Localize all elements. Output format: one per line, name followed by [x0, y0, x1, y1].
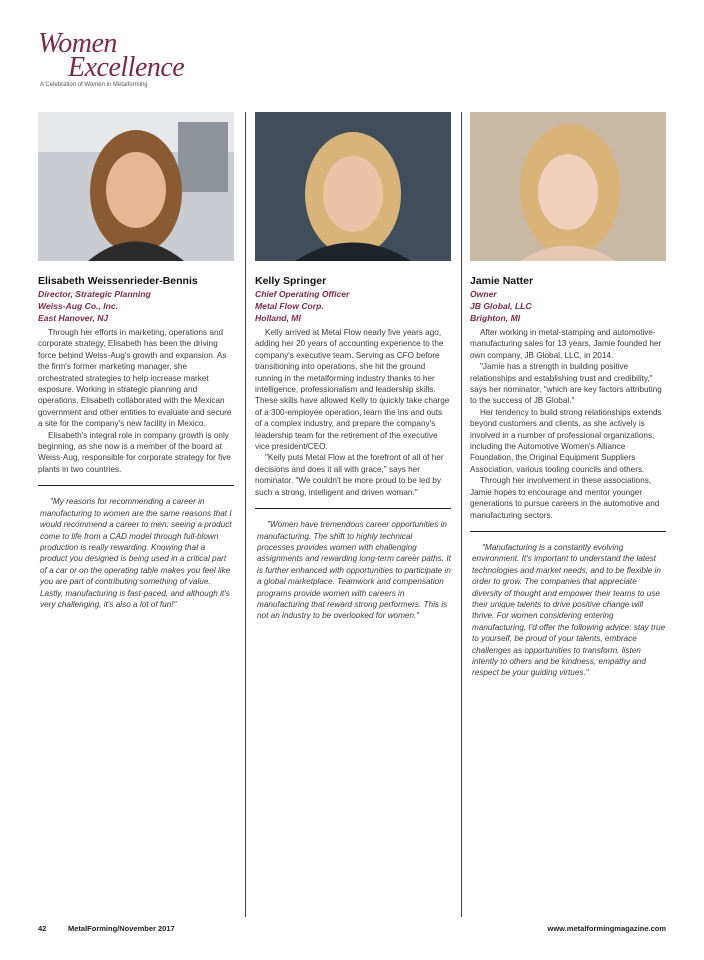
quote-rule	[38, 485, 234, 486]
quote-rule	[470, 531, 666, 532]
profile-quote: "Women have tremendous career opportunities in manufacturing. The shift to highly technical processes provides women with challenging assignments and rewarding long-term career paths. It is further enhanced with opportunities to participate in a global marketplace. Teamwork and compensation programs provide women with careers in manufacturing that reward strong performers. This is not an industry to be overlooked for women."	[257, 520, 451, 621]
portrait-photo	[255, 112, 451, 261]
profile-name: Kelly Springer	[255, 275, 327, 287]
logo-word-excellence: Excellence	[68, 52, 185, 83]
body-paragraph: Through her efforts in marketing, operations and corporate strategy, Elisabeth has been the driving force behind Weiss-Aug's growth and expansion. As the firm's former marketing manager, she orchestrated strategies to help increase market exposure. Working in strategic planning and operations, Elisabeth collaborated with the Mexican government and other entities to evaluate and secure a site for the company's new facility in Mexico.	[38, 328, 232, 429]
profile-title: Chief Operating Officer	[255, 289, 350, 299]
quote-rule	[255, 508, 451, 509]
profile-column-1	[38, 112, 234, 610]
profile-quote: "Manufacturing is a constantly evolving environment. It's important to understand the latest technologies and market needs, and to be flexible in order to grow. The companies that appreciate diversity of thought and empower their teams to use their unique talents to drive positive change will thrive. For women considering entering manufacturing, I'd offer the following advice: stay true to yourself, be proud of your talents, embrace challenges as opportunities to transform, listen intently to others and be kindness, empathy and respect be your guiding virtues."	[472, 542, 666, 678]
profile-title: Owner	[470, 289, 497, 299]
profile-column-3	[470, 112, 666, 679]
profile-body	[38, 327, 234, 475]
profile-title: Director, Strategic Planning	[38, 289, 151, 299]
profile-location: East Hanover, NJ	[38, 313, 109, 323]
logo-subtitle: A Celebration of Women in Metalforming	[40, 82, 148, 88]
column-divider	[461, 112, 462, 917]
body-paragraph: Her tendency to build strong relationships extends beyond customers and clients, as she actively is involved in a number of professional organizations, including the Automotive Women's Alliance Foundation, the Original Equipment Suppliers Association, various tooling councils and others.	[470, 407, 662, 474]
body-paragraph: "Jamie has a strength in building positive relationships and establishing trust and credibility," says her nominator, "which are key factors attributing to the success of JB Global."	[470, 362, 662, 406]
profile-body	[255, 327, 451, 498]
website-url: www.metalformingmagazine.com	[547, 924, 666, 933]
profile-company: Metal Flow Corp.	[255, 301, 324, 311]
publication-issue: MetalForming/November 2017	[68, 924, 175, 933]
body-paragraph: After working in metal-stamping and automotive-manufacturing sales for 13 years, Jamie founded her own company, JB Global, LLC, in 2014.	[470, 328, 662, 360]
profile-location: Holland, MI	[255, 313, 301, 323]
profile-name: Jamie Natter	[470, 275, 534, 287]
profile-body	[470, 327, 666, 521]
profile-company: JB Global, LLC	[470, 301, 532, 311]
page-number: 42	[38, 924, 47, 933]
column-divider	[245, 112, 246, 917]
women-of-excellence-logo	[38, 28, 185, 94]
body-paragraph: Elisabeth's integral role in company growth is only beginning, as she now is a member of the board at Weiss-Aug, responsible for corporate strategy for five plants in two countries.	[38, 430, 231, 474]
profile-quote: "My reasons for recommending a career in manufacturing to women are the same reasons that I would recommend a career to men: seeing a product come to life from a CAD model through full-blown production is really rewarding. Knowing that a product you designed is being used in a critical part of a car or on the operating table makes you feel like you are part of contributing something of value. Lastly, manufacturing is fast-paced, and although it's very challenging, it's also a lot of fun!"	[40, 497, 232, 609]
profile-name: Elisabeth Weissenrieder-Bennis	[38, 275, 198, 287]
body-paragraph: "Kelly puts Metal Flow at the forefront of all of her decisions and does it all with grace," says her nominator. "We couldn't be more proud to be led by such a strong, intelligent and driven woman."	[255, 453, 444, 497]
body-paragraph: Through her involvement in these associations, Jamie hopes to encourage and mentor younger generations to pursue careers in the automotive and manufacturing sectors.	[470, 476, 660, 520]
profile-column-2	[255, 112, 451, 622]
portrait-photo	[38, 112, 234, 261]
profile-company: Weiss-Aug Co., Inc.	[38, 301, 119, 311]
logo-word-women: Women	[38, 28, 117, 59]
portrait-photo	[470, 112, 666, 261]
profile-location: Brighton, MI	[470, 313, 521, 323]
body-paragraph: Kelly arrived at Metal Flow nearly five years ago, adding her 20 years of accounting experience to the company's executive team. Serving as CFO before transitioning into operations, she hit the ground running in the metalforming industry thanks to her intelligence, professionalism and leadership skills. These skills have allowed Kelly to quickly take charge of a 300-employee operation, learn the ins and outs of a complex industry, and prepare the company's leadership team for the retirement of the executive vice president/CEO.	[255, 328, 450, 452]
